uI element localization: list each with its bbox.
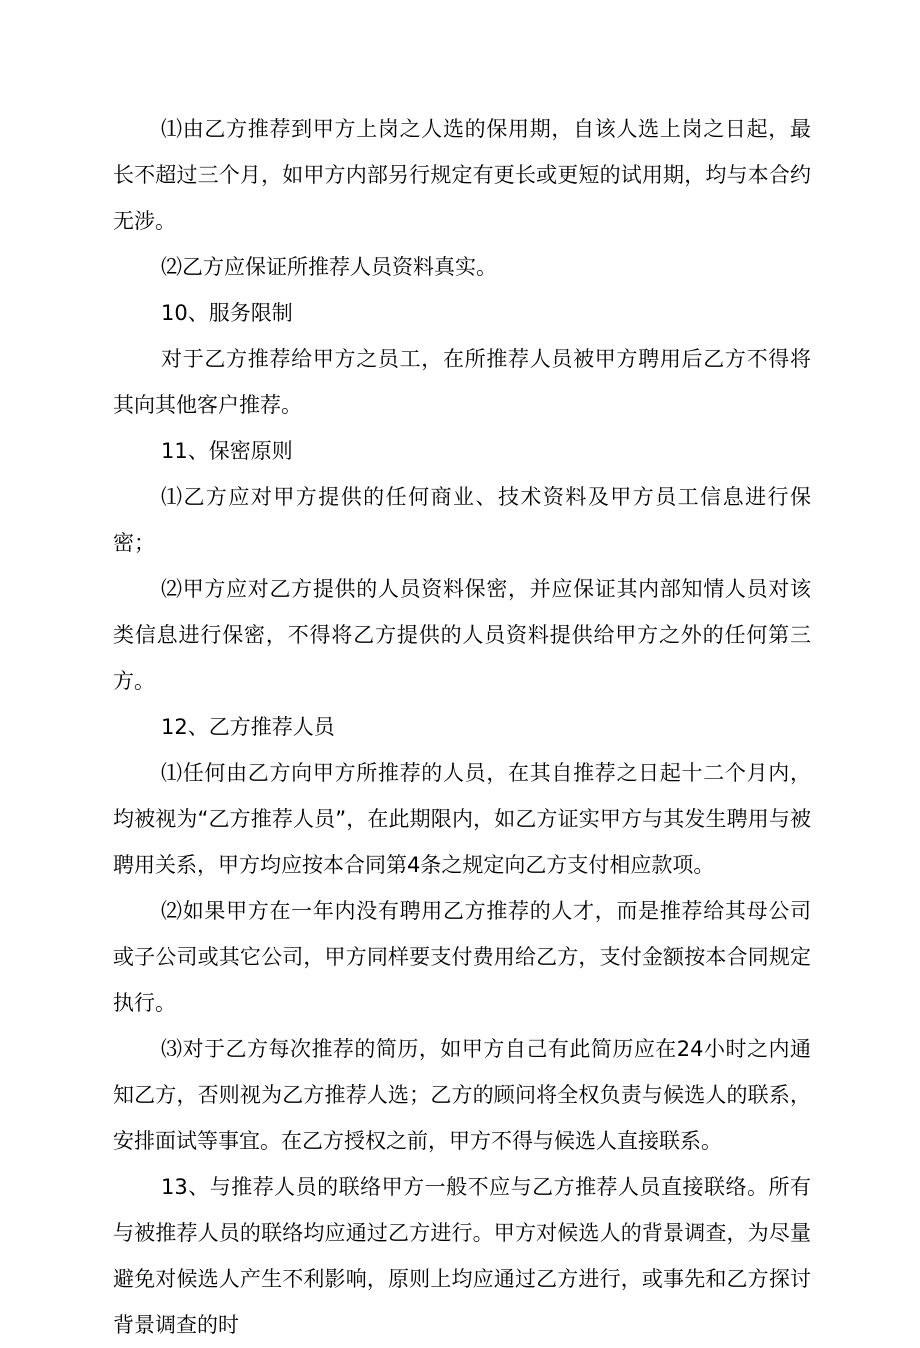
paragraph-confidentiality-party-b: ⑴乙方应对甲方提供的任何商业、技术资料及甲方员工信息进行保密； <box>113 485 811 555</box>
paragraph-recommended-period: ⑴任何由乙方向甲方所推荐的人员，在其自推荐之日起十二个月内，均被视为“乙方推荐人员”，在此期限内，如乙方证实甲方与其发生聘用与被聘用关系，甲方均应按本合同第4条之规定向乙方支付相应款项。 <box>113 761 811 877</box>
paragraph-contact-with-candidates: 13、与推荐人员的联络甲方一般不应与乙方推荐人员直接联络。所有与被推荐人员的联络均应通过乙方进行。甲方对候选人的背景调查，为尽量避免对候选人产生不利影响，原则上均应通过乙方进行，或事先和乙方探讨背景调查的时 <box>113 1175 811 1337</box>
paragraph-confidentiality-party-a: ⑵甲方应对乙方提供的人员资料保密，并应保证其内部知情人员对该类信息进行保密，不得将乙方提供的人员资料提供给甲方之外的任何第三方。 <box>113 577 811 693</box>
heading-recommended-personnel: 12、乙方推荐人员 <box>161 715 335 739</box>
paragraph-resume-notice: ⑶对于乙方每次推荐的简历，如甲方自己有此简历应在24小时之内通知乙方，否则视为乙方推荐人选；乙方的顾问将全权负责与候选人的联系，安排面试等事宜。在乙方授权之前，甲方不得与候选人直接联系。 <box>113 1037 811 1153</box>
heading-service-restriction: 10、服务限制 <box>161 301 293 325</box>
paragraph-service-restriction: 对于乙方推荐给甲方之员工，在所推荐人员被甲方聘用后乙方不得将其向其他客户推荐。 <box>113 347 811 417</box>
paragraph-probation-period: ⑴由乙方推荐到甲方上岗之人选的保用期，自该人选上岗之日起，最长不超过三个月，如甲方内部另行规定有更长或更短的试用期，均与本合约无涉。 <box>113 117 811 233</box>
heading-confidentiality: 11、保密原则 <box>161 439 293 463</box>
paragraph-data-authenticity: ⑵乙方应保证所推荐人员资料真实。 <box>161 255 497 279</box>
paragraph-affiliate-recommendation: ⑵如果甲方在一年内没有聘用乙方推荐的人才，而是推荐给其母公司或子公司或其它公司，甲方同样要支付费用给乙方，支付金额按本合同规定执行。 <box>113 899 811 1015</box>
document-body <box>113 106 811 1348</box>
